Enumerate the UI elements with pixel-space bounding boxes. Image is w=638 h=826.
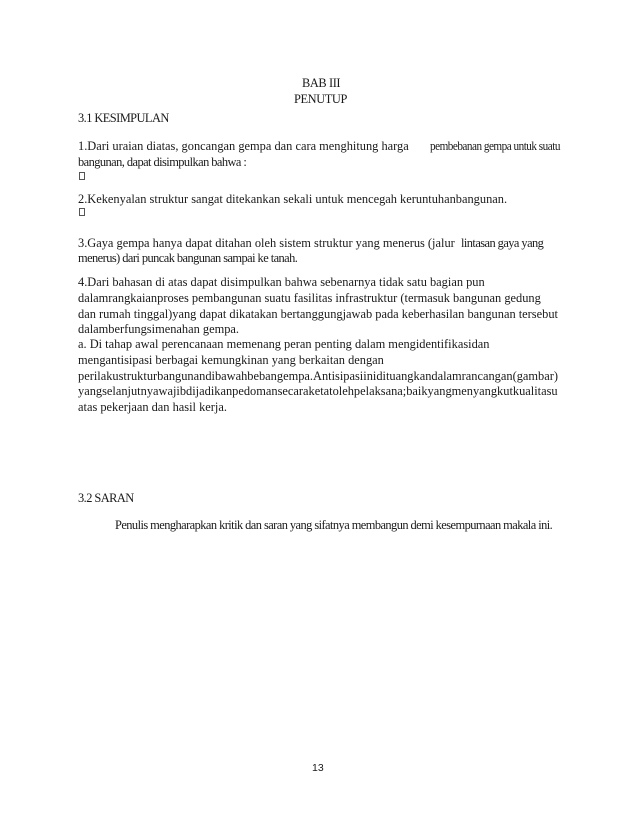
point-1-line-2: bangunan, dapat disimpulkan bahwa :: [78, 155, 247, 169]
point-2-line-1: 2.Kekenyalan struktur sangat ditekankan sekali untuk mencegah keruntuhanbangunan.: [78, 192, 508, 206]
section-title-kesimpulan: 3.1 KESIMPULAN: [78, 111, 169, 125]
point-4-line: 4.Dari bahasan di atas dapat disimpulkan bahwa sebenarnya tidak satu bagian pun: [78, 275, 485, 289]
point-4-line: dalamrangkaianproses pembangunan suatu fasilitas infrastruktur (termasuk bangunan gedung: [78, 291, 541, 305]
point-4-line: perilakustrukturbangunandibawahbebangempa.Antisipasiinidituangkandalamrancangan(gambar): [78, 369, 558, 383]
point-4-line: yangselanjutnyawajibdijadikanpedomansecaraketatolehpelaksana;baikyangmenyangkutkualitasu: [78, 384, 558, 398]
missing-glyph-box-icon: [79, 208, 85, 216]
point-4-line: atas pekerjaan dan hasil kerja.: [78, 400, 227, 414]
missing-glyph-box-icon: [79, 172, 85, 180]
point-3-line-2: menerus) dari puncak bangunan sampai ke tanah.: [78, 251, 298, 265]
point-4-line: a. Di tahap awal perencanaan memenang peran penting dalam mengidentifikasidan: [78, 337, 490, 351]
saran-text: Penulis mengharapkan kritik dan saran yang sifatnya membangun demi kesempurnaan makala ini.: [115, 518, 553, 532]
point-4-line: dalamberfungsimenahan gempa.: [78, 322, 240, 336]
point-4-line: dan rumah tinggal)yang dapat dikatakan bertanggungjawab pada keberhasilan bangunan tersebut: [78, 307, 558, 321]
point-1-line-1b: pembebanan gempa untuk suatu: [430, 139, 560, 153]
chapter-label: BAB III: [302, 76, 341, 90]
chapter-title: PENUTUP: [294, 92, 347, 106]
page-number: 13: [312, 762, 324, 774]
point-1-line-1a: 1.Dari uraian diatas, goncangan gempa dan cara menghitung harga: [78, 139, 409, 153]
point-4-line: mengantisipasi berbagai kemungkinan yang berkaitan dengan: [78, 353, 384, 367]
point-3-line-1b: lintasan gaya yang: [461, 236, 544, 250]
point-3-line-1a: 3.Gaya gempa hanya dapat ditahan oleh sistem struktur yang menerus (jalur: [78, 236, 455, 250]
section-title-saran: 3.2 SARAN: [78, 491, 134, 505]
